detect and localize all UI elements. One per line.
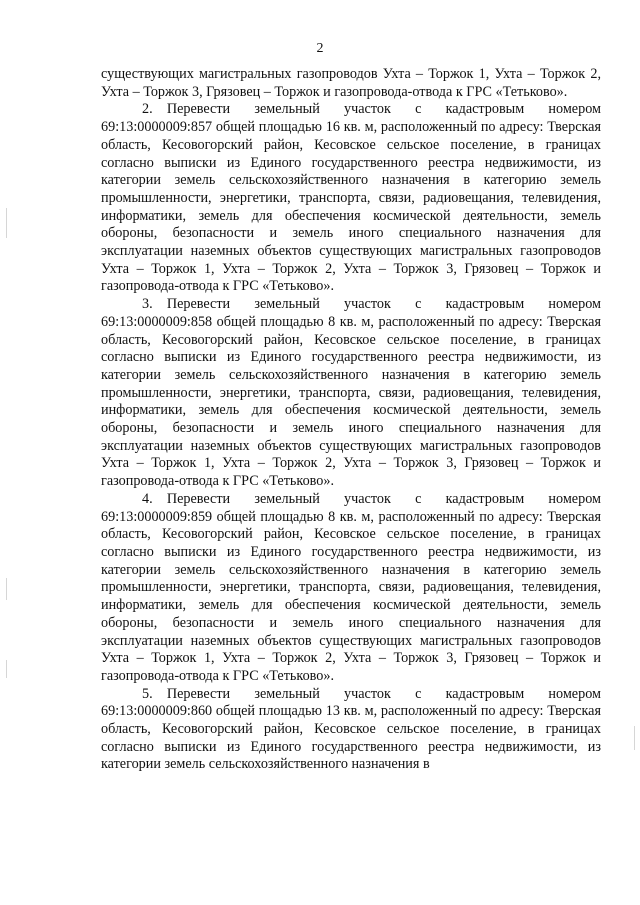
scan-margin-mark — [634, 726, 635, 750]
paragraph-item-5: 5. Перевести земельный участок с кадастровым номером 69:13:0000009:860 общей площадью 13 кв. м, расположенный по адресу: Тверская область, Кесовогорский район, Кесовское сельское поселение, в границах согласно выписки из Единого государственного реестра недвижимости, из категории земель сельскохозяйственного назначения в — [101, 685, 601, 773]
paragraph-continuation: существующих магистральных газопроводов Ухта – Торжок 1, Ухта – Торжок 2, Ухта – Торжок 3, Грязовец – Торжок и газопровода-отвода к ГРС «Тетьково». — [101, 66, 601, 100]
document-body — [101, 66, 601, 774]
page-number: 2 — [316, 41, 324, 56]
scan-margin-mark — [6, 208, 7, 238]
paragraph-item-2: 2. Перевести земельный участок с кадастровым номером 69:13:0000009:857 общей площадью 16 кв. м, расположенный по адресу: Тверская область, Кесовогорский район, Кесовское сельское поселение, в границах согласно выписки из Единого государственного реестра недвижимости, из категории земель сельскохозяйственного назначения в категорию земель промышленности, энергетики, транспорта, связи, радиовещания, телевидения, информатики, земель для обеспечения космической деятельности, земель обороны, безопасности и земель иного специального назначения для эксплуатации наземных объектов существующих магистральных газопроводов Ухта – Торжок 1, Ухта – Торжок 2, Ухта – Торжок 3, Грязовец – Торжок и газопровода-отвода к ГРС «Тетьково». — [101, 101, 601, 295]
scan-margin-mark — [6, 660, 7, 678]
scan-margin-mark — [6, 578, 7, 600]
paragraph-item-4: 4. Перевести земельный участок с кадастровым номером 69:13:0000009:859 общей площадью 8 кв. м, расположенный по адресу: Тверская область, Кесовогорский район, Кесовское сельское поселение, в границах согласно выписки из Единого государственного реестра недвижимости, из категории земель сельскохозяйственного назначения в категорию земель промышленности, энергетики, транспорта, связи, радиовещания, телевидения, информатики, земель для обеспечения космической деятельности, земель обороны, безопасности и земель иного специального назначения для эксплуатации наземных объектов существующих магистральных газопроводов Ухта – Торжок 1, Ухта – Торжок 2, Ухта – Торжок 3, Грязовец – Торжок и газопровода-отвода к ГРС «Тетьково». — [101, 490, 601, 684]
paragraph-item-3: 3. Перевести земельный участок с кадастровым номером 69:13:0000009:858 общей площадью 8 кв. м, расположенный по адресу: Тверская область, Кесовогорский район, Кесовское сельское поселение, в границах согласно выписки из Единого государственного реестра недвижимости, из категории земель сельскохозяйственного назначения в категорию земель промышленности, энергетики, транспорта, связи, радиовещания, телевидения, информатики, земель для обеспечения космической деятельности, земель обороны, безопасности и земель иного специального назначения для эксплуатации наземных объектов существующих магистральных газопроводов Ухта – Торжок 1, Ухта – Торжок 2, Ухта – Торжок 3, Грязовец – Торжок и газопровода-отвода к ГРС «Тетьково». — [101, 296, 601, 490]
